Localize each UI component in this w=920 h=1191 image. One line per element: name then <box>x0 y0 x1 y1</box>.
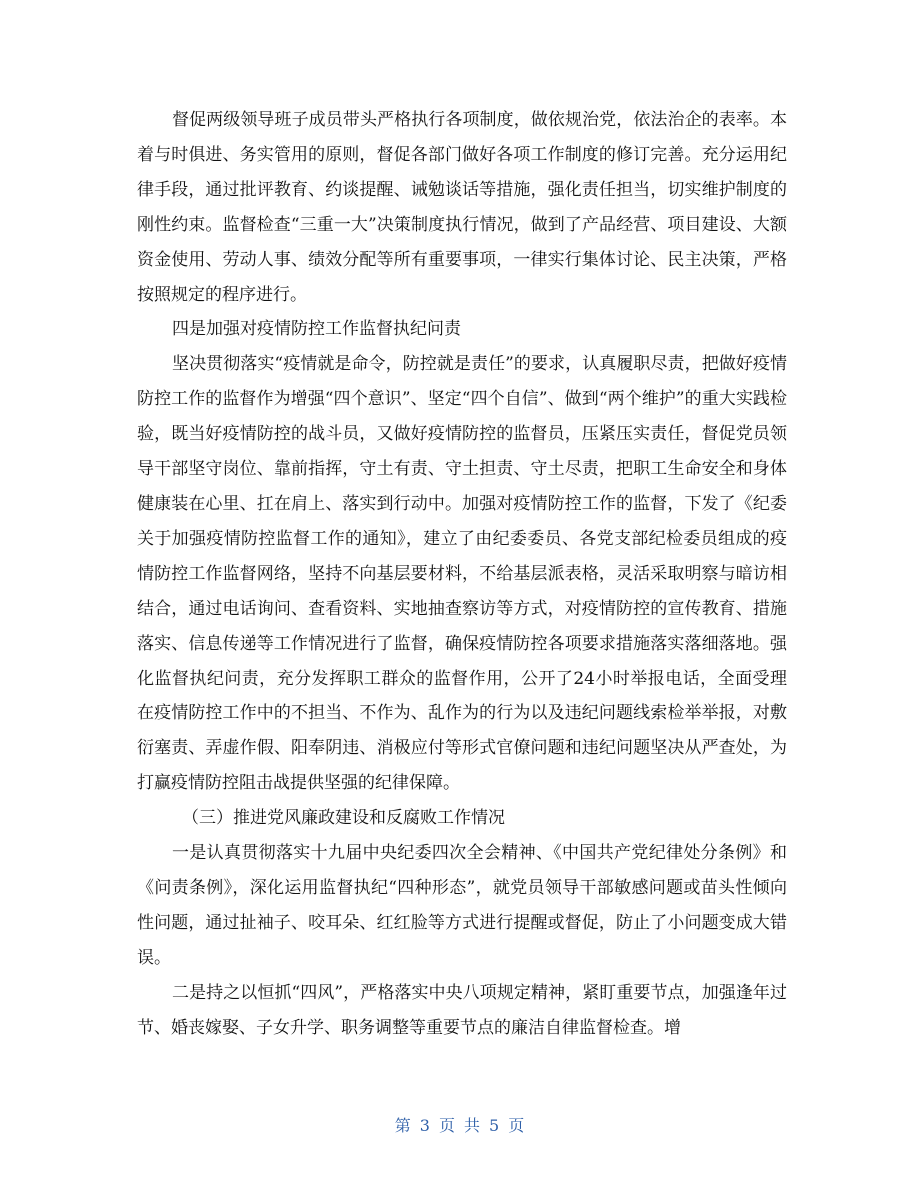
footer-ye-total: 页 <box>508 1116 526 1135</box>
paragraph-discipline-regulations: 一是认真贯彻落实十九届中央纪委四次全会精神、《中国共产党纪律处分条例》和《问责条例》，深化运用监督执纪“四种形态”，就党员领导干部敏感问题或苗头性倾向性问题，通过扯袖子、咬耳朵、红红脸等方式进行提醒或督促，防止了小问题变成大错误。 <box>137 843 787 968</box>
section-heading-anti-corruption: （三）推进党风廉政建设和反腐败工作情况 <box>182 808 505 829</box>
page-footer <box>0 1113 920 1136</box>
document-body <box>137 103 787 1045</box>
paragraph-epidemic-supervision: 坚决贯彻落实“疫情就是命令，防控就是责任”的要求，认真履职尽责，把做好疫情防控工作的监督作为增强“四个意识”、坚定“四个自信”、做到“两个维护”的重大实践检验，既当好疫情防控的战斗员，又做好疫情防控的监督员，压紧压实责任，督促党员领导干部坚守岗位、靠前指挥，守土有责、守土担责、守土尽责，把职工生命安全和身体健康装在心里、扛在肩上、落实到行动中。加强对疫情防控工作的监督，下发了《纪委关于加强疫情防控监督工作的通知》，建立了由纪委委员、各党支部纪检委员组成的疫情防控工作监督网络，坚持不向基层要材料，不给基层派表格，灵活采取明察与暗访相结合，通过电话询问、查看资料、实地抽查察访等方式，对疫情防控的宣传教育、措施落实、信息传递等工作情况进行了监督，确保疫情防控各项要求措施落实落细落地。强化监督执纪问责，充分发挥职工群众的监督作用，公开了24小时举报电话，全面受理在疫情防控工作中的不担当、不作为、乱作为的行为以及违纪问题线索检举举报，对敷衍塞责、弄虚作假、阳奉阴违、消极应付等形式官僚问题和违纪问题坚决从严查处，为打赢疫情防控阻击战提供坚强的纪律保障。 <box>137 354 787 794</box>
footer-gong: 共 <box>464 1116 482 1135</box>
footer-total-pages: 5 <box>489 1116 501 1135</box>
footer-di: 第 <box>394 1116 412 1135</box>
footer-page-number: 3 <box>419 1116 431 1135</box>
paragraph-system-enforcement: 督促两级领导班子成员带头严格执行各项制度，做依规治党，依法治企的表率。本着与时俱进、务实管用的原则，督促各部门做好各项工作制度的修订完善。充分运用纪律手段，通过批评教育、约谈提醒、诫勉谈话等措施，强化责任担当，切实维护制度的刚性约束。监督检查“三重一大”决策制度执行情况，做到了产品经营、项目建设、大额资金使用、劳动人事、绩效分配等所有重要事项，一律实行集体讨论、民主决策，严格按照规定的程序进行。 <box>137 110 787 305</box>
section-heading-epidemic-supervision: 四是加强对疫情防控工作监督执纪问责 <box>172 319 461 340</box>
paragraph-four-winds: 二是持之以恒抓“四风”，严格落实中央八项规定精神，紧盯重要节点，加强逢年过节、婚丧嫁娶、子女升学、职务调整等重要节点的廉洁自律监督检查。增 <box>137 982 787 1038</box>
footer-ye: 页 <box>438 1116 456 1135</box>
